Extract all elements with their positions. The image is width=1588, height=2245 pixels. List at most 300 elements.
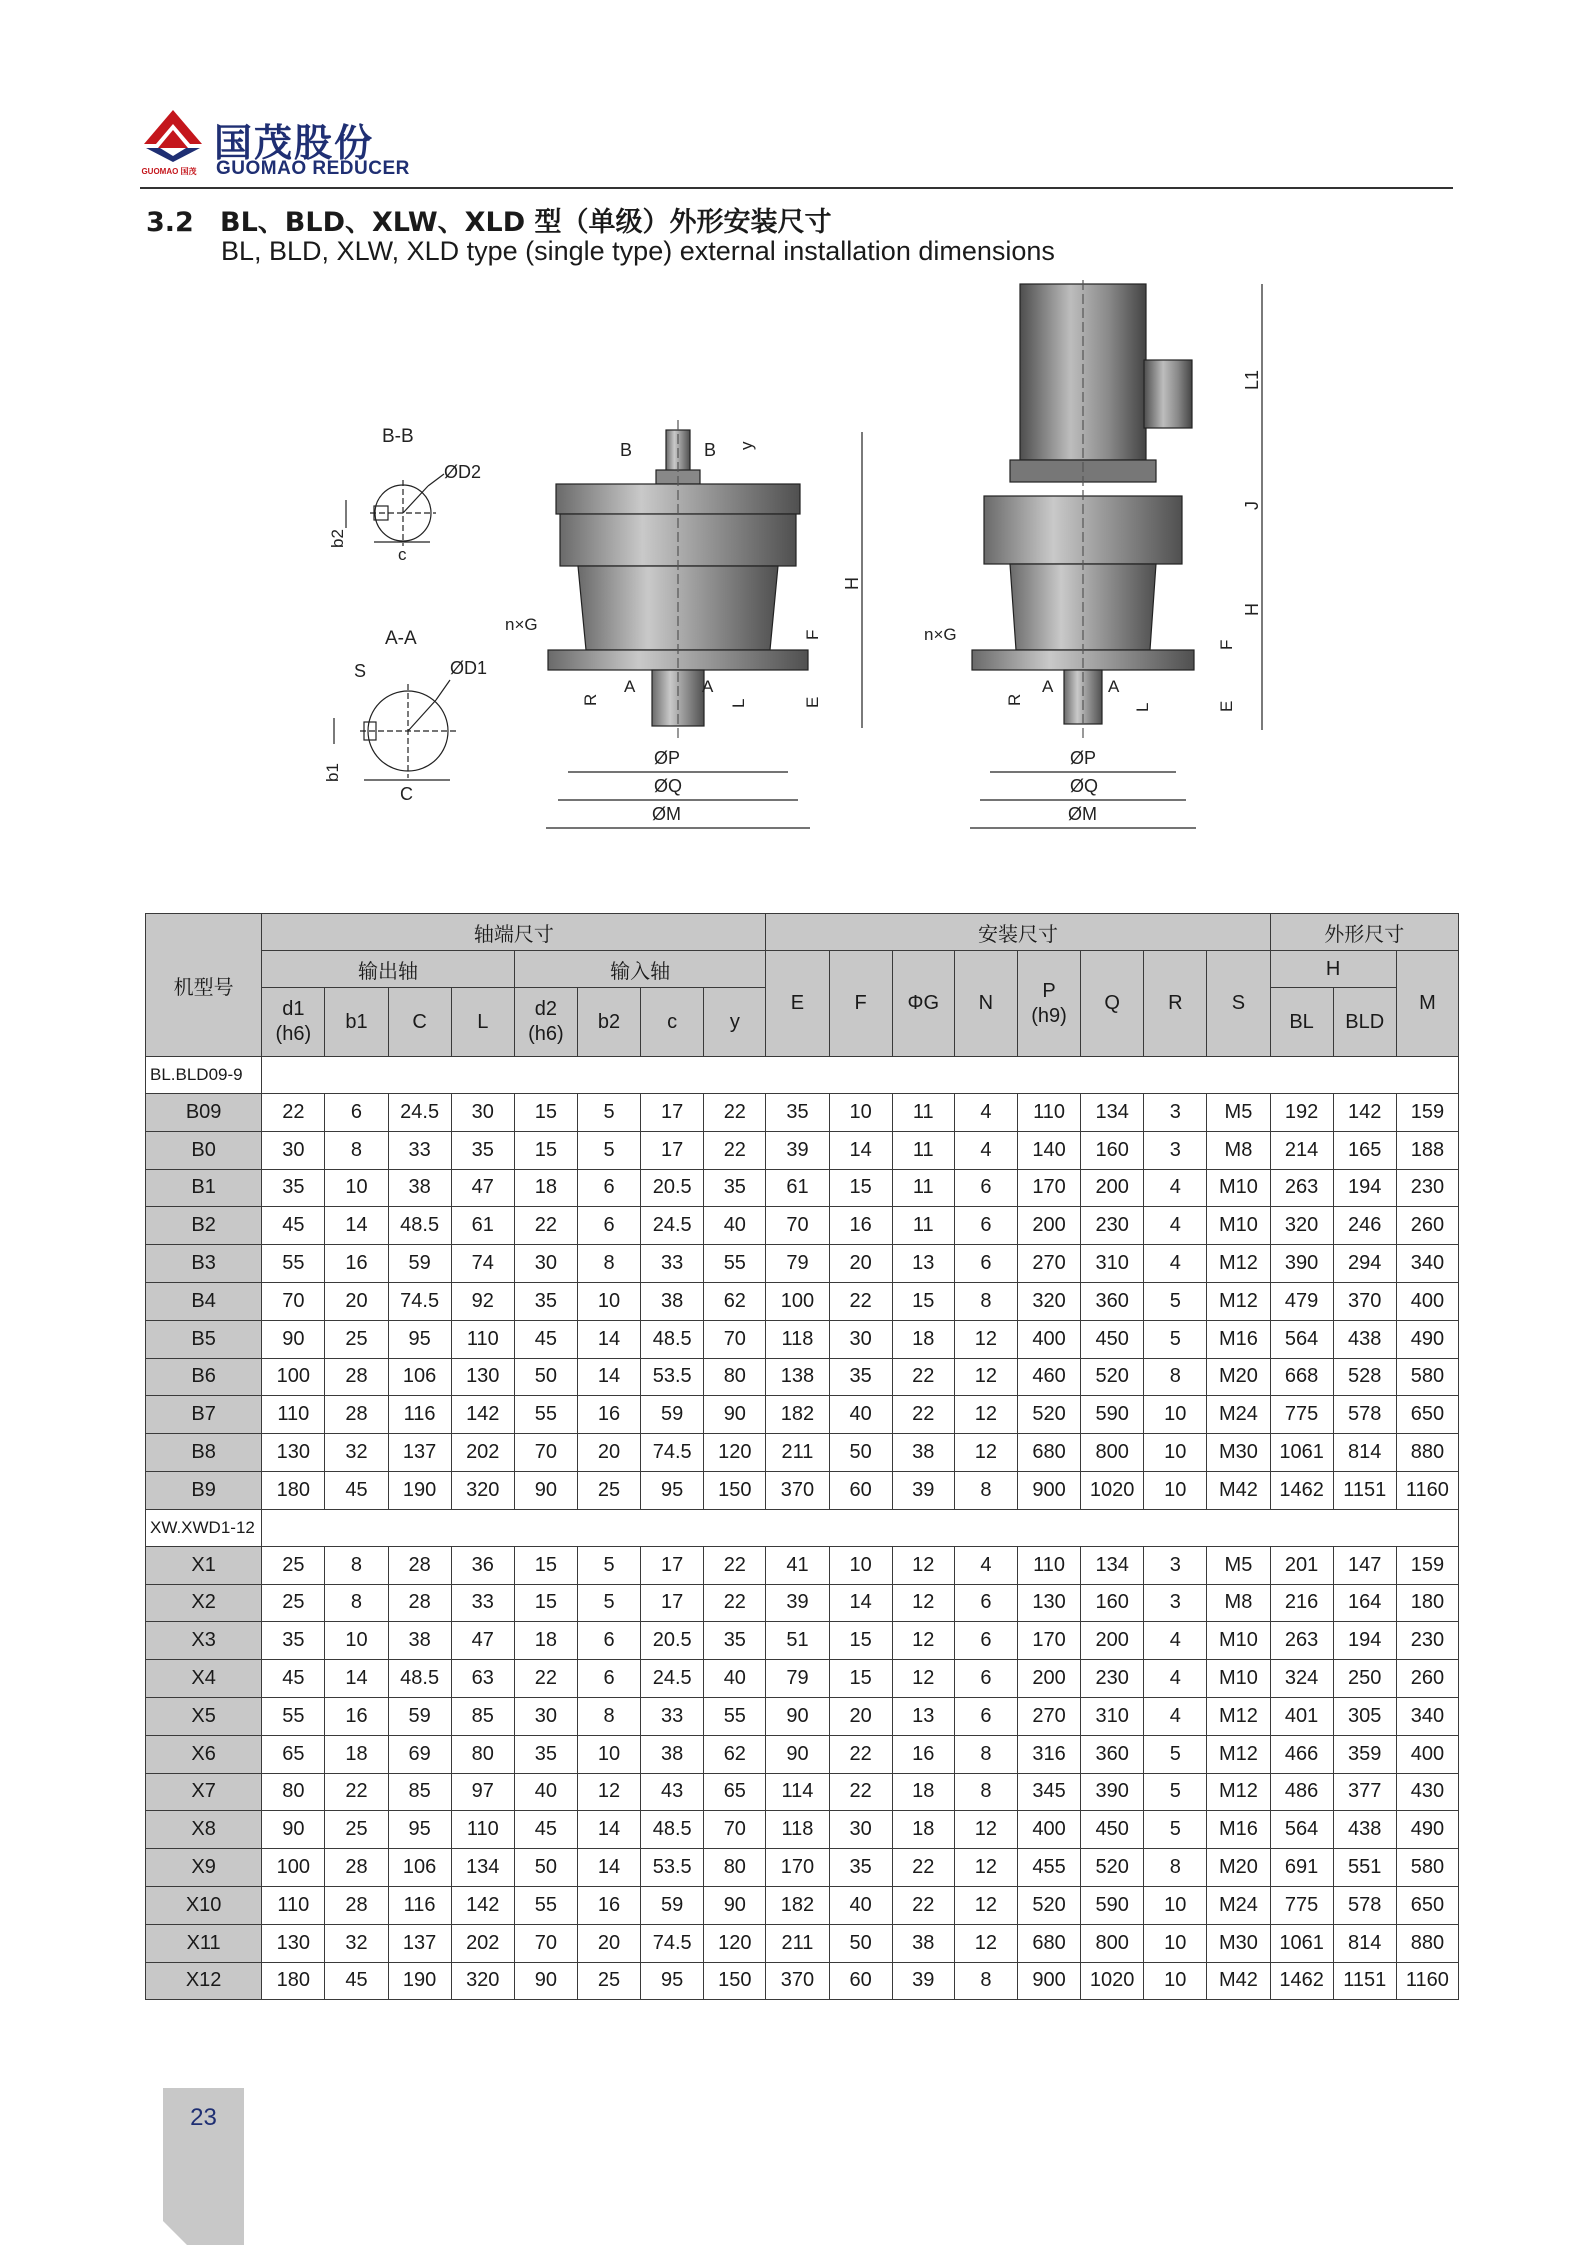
value-cell: 48.5: [641, 1811, 704, 1849]
value-cell: 138: [766, 1358, 829, 1396]
value-cell: 6: [954, 1169, 1017, 1207]
value-cell: 35: [829, 1358, 892, 1396]
value-cell: 160: [1081, 1131, 1144, 1169]
value-cell: 28: [325, 1886, 388, 1924]
value-cell: 230: [1396, 1622, 1458, 1660]
value-cell: 200: [1081, 1169, 1144, 1207]
value-cell: 90: [766, 1735, 829, 1773]
value-cell: 74: [451, 1245, 514, 1283]
value-cell: 35: [704, 1169, 766, 1207]
table-body: [146, 1057, 1459, 2000]
label-b-top2: B: [704, 440, 717, 460]
value-cell: 35: [704, 1622, 766, 1660]
table-row: [146, 1207, 1459, 1245]
value-cell: 92: [451, 1282, 514, 1320]
value-cell: 246: [1333, 1207, 1396, 1245]
label-h-right: H: [1242, 603, 1262, 616]
value-cell: 190: [388, 1471, 451, 1509]
value-cell: M10: [1207, 1660, 1270, 1698]
value-cell: M30: [1207, 1924, 1270, 1962]
value-cell: 95: [388, 1811, 451, 1849]
header-q: Q: [1081, 951, 1144, 1057]
value-cell: 142: [1333, 1094, 1396, 1132]
value-cell: M20: [1207, 1358, 1270, 1396]
value-cell: 95: [641, 1471, 704, 1509]
value-cell: 70: [704, 1811, 766, 1849]
table-row: [146, 1396, 1459, 1434]
value-cell: 10: [325, 1622, 388, 1660]
value-cell: 39: [892, 1962, 954, 2000]
value-cell: 520: [1017, 1396, 1080, 1434]
value-cell: 4: [1144, 1245, 1207, 1283]
header-b2: b2: [577, 988, 640, 1057]
value-cell: 4: [954, 1131, 1017, 1169]
value-cell: 55: [514, 1396, 577, 1434]
value-cell: 79: [766, 1660, 829, 1698]
value-cell: 97: [451, 1773, 514, 1811]
value-cell: 16: [325, 1697, 388, 1735]
value-cell: M12: [1207, 1245, 1270, 1283]
value-cell: 8: [325, 1584, 388, 1622]
value-cell: 15: [514, 1546, 577, 1584]
table-row: [146, 1735, 1459, 1773]
value-cell: 22: [704, 1584, 766, 1622]
label-b-top: B: [620, 440, 633, 460]
value-cell: 775: [1270, 1886, 1333, 1924]
value-cell: 345: [1017, 1773, 1080, 1811]
value-cell: 130: [1017, 1584, 1080, 1622]
value-cell: 15: [892, 1282, 954, 1320]
value-cell: 14: [325, 1660, 388, 1698]
value-cell: 106: [388, 1849, 451, 1887]
value-cell: M12: [1207, 1697, 1270, 1735]
value-cell: 400: [1017, 1320, 1080, 1358]
value-cell: 55: [704, 1697, 766, 1735]
value-cell: 32: [325, 1434, 388, 1472]
value-cell: 55: [262, 1245, 325, 1283]
header-bld: BLD: [1333, 988, 1396, 1057]
value-cell: 211: [766, 1434, 829, 1472]
value-cell: 8: [577, 1697, 640, 1735]
value-cell: 150: [704, 1962, 766, 2000]
value-cell: 45: [262, 1207, 325, 1245]
value-cell: 170: [766, 1849, 829, 1887]
value-cell: 22: [514, 1207, 577, 1245]
value-cell: 24.5: [388, 1094, 451, 1132]
value-cell: 18: [892, 1811, 954, 1849]
value-cell: 22: [325, 1773, 388, 1811]
label-a-left2: A: [702, 677, 714, 696]
value-cell: 170: [1017, 1169, 1080, 1207]
table-row: [146, 1962, 1459, 2000]
value-cell: 5: [1144, 1282, 1207, 1320]
value-cell: 165: [1333, 1131, 1396, 1169]
header-d1-tol: (h6): [275, 1023, 312, 1045]
table-row: [146, 1282, 1459, 1320]
value-cell: 316: [1017, 1735, 1080, 1773]
value-cell: 55: [514, 1886, 577, 1924]
value-cell: 33: [451, 1584, 514, 1622]
value-cell: 340: [1396, 1245, 1458, 1283]
value-cell: 4: [1144, 1207, 1207, 1245]
label-e-right: E: [1217, 700, 1236, 712]
value-cell: 400: [1396, 1282, 1458, 1320]
value-cell: 680: [1017, 1434, 1080, 1472]
value-cell: 800: [1081, 1924, 1144, 1962]
value-cell: 74.5: [641, 1434, 704, 1472]
value-cell: 520: [1081, 1849, 1144, 1887]
value-cell: 20.5: [641, 1622, 704, 1660]
value-cell: 400: [1017, 1811, 1080, 1849]
value-cell: 5: [1144, 1811, 1207, 1849]
value-cell: 39: [766, 1131, 829, 1169]
value-cell: M12: [1207, 1773, 1270, 1811]
value-cell: 438: [1333, 1811, 1396, 1849]
section-title-en: BL, BLD, XLW, XLD type (single type) external installation dimensions: [221, 236, 1055, 266]
value-cell: 260: [1396, 1660, 1458, 1698]
value-cell: 10: [1144, 1962, 1207, 2000]
value-cell: 40: [829, 1396, 892, 1434]
table-row: [146, 1094, 1459, 1132]
label-q-left: ØQ: [654, 776, 683, 796]
value-cell: 14: [829, 1584, 892, 1622]
value-cell: 24.5: [641, 1207, 704, 1245]
label-p-right: ØP: [1070, 748, 1097, 768]
value-cell: 680: [1017, 1924, 1080, 1962]
table-row: [146, 1245, 1459, 1283]
brand-name-en: GUOMAO REDUCER: [216, 158, 410, 179]
value-cell: M16: [1207, 1811, 1270, 1849]
header-p-tol: (h9): [1031, 1004, 1067, 1027]
value-cell: 10: [577, 1735, 640, 1773]
value-cell: 74.5: [388, 1282, 451, 1320]
group-filler: [262, 1057, 1459, 1094]
value-cell: 164: [1333, 1584, 1396, 1622]
value-cell: 6: [954, 1207, 1017, 1245]
value-cell: M12: [1207, 1735, 1270, 1773]
value-cell: 180: [262, 1962, 325, 2000]
value-cell: 17: [641, 1584, 704, 1622]
header-p-label: P: [1042, 979, 1056, 1002]
header-n: N: [954, 951, 1017, 1057]
value-cell: 60: [829, 1471, 892, 1509]
value-cell: 4: [1144, 1622, 1207, 1660]
value-cell: 4: [1144, 1169, 1207, 1207]
value-cell: 359: [1333, 1735, 1396, 1773]
label-r-left: R: [581, 693, 600, 706]
value-cell: 214: [1270, 1131, 1333, 1169]
value-cell: 130: [262, 1924, 325, 1962]
value-cell: 41: [766, 1546, 829, 1584]
value-cell: 814: [1333, 1924, 1396, 1962]
model-cell: X1: [146, 1546, 262, 1584]
value-cell: 216: [1270, 1584, 1333, 1622]
value-cell: 1160: [1396, 1962, 1458, 2000]
value-cell: M8: [1207, 1131, 1270, 1169]
header-install-group: 安装尺寸: [766, 914, 1270, 951]
value-cell: 28: [325, 1849, 388, 1887]
value-cell: 8: [954, 1735, 1017, 1773]
header-p: [1017, 951, 1080, 1057]
label-l-right: L: [1133, 702, 1152, 712]
value-cell: 8: [325, 1546, 388, 1584]
value-cell: 270: [1017, 1245, 1080, 1283]
value-cell: 370: [766, 1471, 829, 1509]
value-cell: 110: [451, 1320, 514, 1358]
value-cell: 182: [766, 1396, 829, 1434]
value-cell: 490: [1396, 1811, 1458, 1849]
value-cell: 35: [514, 1735, 577, 1773]
value-cell: 6: [954, 1697, 1017, 1735]
value-cell: 466: [1270, 1735, 1333, 1773]
value-cell: 564: [1270, 1320, 1333, 1358]
value-cell: 45: [325, 1962, 388, 2000]
model-cell: X4: [146, 1660, 262, 1698]
value-cell: 61: [451, 1207, 514, 1245]
value-cell: 8: [325, 1131, 388, 1169]
value-cell: 70: [766, 1207, 829, 1245]
value-cell: 202: [451, 1434, 514, 1472]
value-cell: 134: [1081, 1094, 1144, 1132]
value-cell: 10: [1144, 1396, 1207, 1434]
value-cell: 188: [1396, 1131, 1458, 1169]
model-cell: X9: [146, 1849, 262, 1887]
guomao-logo-icon: [140, 108, 206, 168]
table-row: [146, 1471, 1459, 1509]
value-cell: 340: [1396, 1697, 1458, 1735]
value-cell: 134: [451, 1849, 514, 1887]
label-y: y: [737, 441, 756, 450]
value-cell: 95: [641, 1962, 704, 2000]
value-cell: 12: [892, 1584, 954, 1622]
value-cell: 35: [262, 1169, 325, 1207]
value-cell: 450: [1081, 1811, 1144, 1849]
group-label: XW.XWD1-12: [146, 1509, 262, 1546]
value-cell: 90: [514, 1962, 577, 2000]
value-cell: 10: [1144, 1886, 1207, 1924]
value-cell: M20: [1207, 1849, 1270, 1887]
value-cell: 11: [892, 1169, 954, 1207]
value-cell: 1462: [1270, 1962, 1333, 2000]
value-cell: 22: [829, 1282, 892, 1320]
value-cell: 16: [829, 1207, 892, 1245]
value-cell: 1160: [1396, 1471, 1458, 1509]
value-cell: 6: [577, 1660, 640, 1698]
value-cell: 202: [451, 1924, 514, 1962]
value-cell: 3: [1144, 1546, 1207, 1584]
value-cell: 60: [829, 1962, 892, 2000]
group-label: BL.BLD09-9: [146, 1057, 262, 1094]
value-cell: 520: [1017, 1886, 1080, 1924]
value-cell: 250: [1333, 1660, 1396, 1698]
value-cell: 650: [1396, 1886, 1458, 1924]
value-cell: 190: [388, 1962, 451, 2000]
value-cell: 80: [451, 1735, 514, 1773]
label-b1: b1: [323, 763, 342, 782]
model-cell: X2: [146, 1584, 262, 1622]
model-cell: X6: [146, 1735, 262, 1773]
value-cell: 486: [1270, 1773, 1333, 1811]
value-cell: 40: [514, 1773, 577, 1811]
value-cell: 90: [704, 1886, 766, 1924]
value-cell: 5: [1144, 1735, 1207, 1773]
value-cell: 12: [892, 1660, 954, 1698]
value-cell: 10: [577, 1282, 640, 1320]
value-cell: 360: [1081, 1735, 1144, 1773]
value-cell: 15: [514, 1584, 577, 1622]
value-cell: 6: [954, 1622, 1017, 1660]
value-cell: M5: [1207, 1546, 1270, 1584]
value-cell: 95: [388, 1320, 451, 1358]
value-cell: 22: [514, 1660, 577, 1698]
value-cell: 38: [388, 1169, 451, 1207]
header-b1: b1: [325, 988, 388, 1057]
value-cell: 263: [1270, 1622, 1333, 1660]
label-f-right: F: [1217, 639, 1236, 650]
value-cell: 38: [388, 1622, 451, 1660]
value-cell: 200: [1017, 1660, 1080, 1698]
table-row: [146, 1169, 1459, 1207]
value-cell: 110: [262, 1396, 325, 1434]
value-cell: 48.5: [388, 1660, 451, 1698]
value-cell: 116: [388, 1396, 451, 1434]
value-cell: 180: [1396, 1584, 1458, 1622]
value-cell: 45: [325, 1471, 388, 1509]
value-cell: 22: [892, 1849, 954, 1887]
value-cell: 159: [1396, 1094, 1458, 1132]
value-cell: 3: [1144, 1131, 1207, 1169]
value-cell: 35: [766, 1094, 829, 1132]
value-cell: 270: [1017, 1697, 1080, 1735]
model-cell: B09: [146, 1094, 262, 1132]
value-cell: 578: [1333, 1396, 1396, 1434]
value-cell: 120: [704, 1434, 766, 1472]
group-row: [146, 1057, 1459, 1094]
value-cell: 12: [954, 1811, 1017, 1849]
installation-drawing: [300, 272, 1290, 852]
label-e-left: E: [803, 696, 822, 708]
value-cell: 194: [1333, 1169, 1396, 1207]
value-cell: 6: [954, 1660, 1017, 1698]
value-cell: 520: [1081, 1358, 1144, 1396]
label-d1: ØD1: [450, 658, 488, 678]
value-cell: 12: [577, 1773, 640, 1811]
value-cell: 45: [262, 1660, 325, 1698]
value-cell: 10: [1144, 1434, 1207, 1472]
value-cell: 36: [451, 1546, 514, 1584]
value-cell: 65: [262, 1735, 325, 1773]
table-row: [146, 1886, 1459, 1924]
value-cell: 12: [954, 1358, 1017, 1396]
value-cell: 6: [577, 1207, 640, 1245]
header-d1-label: d1: [282, 998, 305, 1020]
value-cell: 22: [892, 1396, 954, 1434]
value-cell: 15: [829, 1660, 892, 1698]
reducer-motor-view: [924, 280, 1262, 828]
value-cell: 25: [577, 1471, 640, 1509]
value-cell: 15: [829, 1169, 892, 1207]
value-cell: 90: [262, 1320, 325, 1358]
value-cell: 22: [892, 1886, 954, 1924]
value-cell: M42: [1207, 1962, 1270, 2000]
value-cell: 40: [829, 1886, 892, 1924]
value-cell: 20: [325, 1282, 388, 1320]
value-cell: 17: [641, 1546, 704, 1584]
table-row: [146, 1622, 1459, 1660]
value-cell: 17: [641, 1094, 704, 1132]
model-cell: B3: [146, 1245, 262, 1283]
table-row: [146, 1358, 1459, 1396]
value-cell: 377: [1333, 1773, 1396, 1811]
value-cell: 118: [766, 1320, 829, 1358]
value-cell: 17: [641, 1131, 704, 1169]
value-cell: 450: [1081, 1320, 1144, 1358]
value-cell: 48.5: [641, 1320, 704, 1358]
value-cell: 1020: [1081, 1471, 1144, 1509]
section-bb-view: [328, 426, 481, 564]
value-cell: M42: [1207, 1471, 1270, 1509]
value-cell: 10: [325, 1169, 388, 1207]
value-cell: 182: [766, 1886, 829, 1924]
brand-name-cn: 国茂股份: [214, 121, 375, 165]
value-cell: 18: [325, 1735, 388, 1773]
value-cell: 13: [892, 1697, 954, 1735]
value-cell: 14: [577, 1849, 640, 1887]
label-c-big: C: [400, 784, 413, 804]
value-cell: 211: [766, 1924, 829, 1962]
value-cell: 20: [829, 1697, 892, 1735]
value-cell: 90: [262, 1811, 325, 1849]
header-d2: [514, 988, 577, 1057]
value-cell: 39: [892, 1471, 954, 1509]
value-cell: 118: [766, 1811, 829, 1849]
label-s: S: [354, 661, 367, 681]
value-cell: 5: [1144, 1773, 1207, 1811]
value-cell: 30: [829, 1320, 892, 1358]
value-cell: 28: [388, 1584, 451, 1622]
value-cell: 100: [262, 1358, 325, 1396]
value-cell: 1061: [1270, 1924, 1333, 1962]
value-cell: 70: [514, 1924, 577, 1962]
table-row: [146, 1584, 1459, 1622]
value-cell: 12: [892, 1622, 954, 1660]
value-cell: 201: [1270, 1546, 1333, 1584]
value-cell: 590: [1081, 1886, 1144, 1924]
value-cell: 18: [892, 1320, 954, 1358]
value-cell: 10: [829, 1546, 892, 1584]
table-row: [146, 1697, 1459, 1735]
value-cell: 6: [954, 1245, 1017, 1283]
value-cell: 170: [1017, 1622, 1080, 1660]
value-cell: 551: [1333, 1849, 1396, 1887]
value-cell: 15: [514, 1094, 577, 1132]
value-cell: 80: [704, 1358, 766, 1396]
value-cell: 16: [577, 1886, 640, 1924]
value-cell: 16: [325, 1245, 388, 1283]
model-cell: X5: [146, 1697, 262, 1735]
value-cell: 8: [577, 1245, 640, 1283]
label-l1: L1: [1242, 369, 1262, 390]
value-cell: 294: [1333, 1245, 1396, 1283]
value-cell: 30: [451, 1094, 514, 1132]
logo-small-text: GUOMAO 国茂: [141, 167, 197, 176]
value-cell: 142: [451, 1886, 514, 1924]
value-cell: 28: [388, 1546, 451, 1584]
value-cell: 12: [892, 1546, 954, 1584]
value-cell: 880: [1396, 1924, 1458, 1962]
value-cell: 18: [514, 1622, 577, 1660]
value-cell: 25: [262, 1546, 325, 1584]
